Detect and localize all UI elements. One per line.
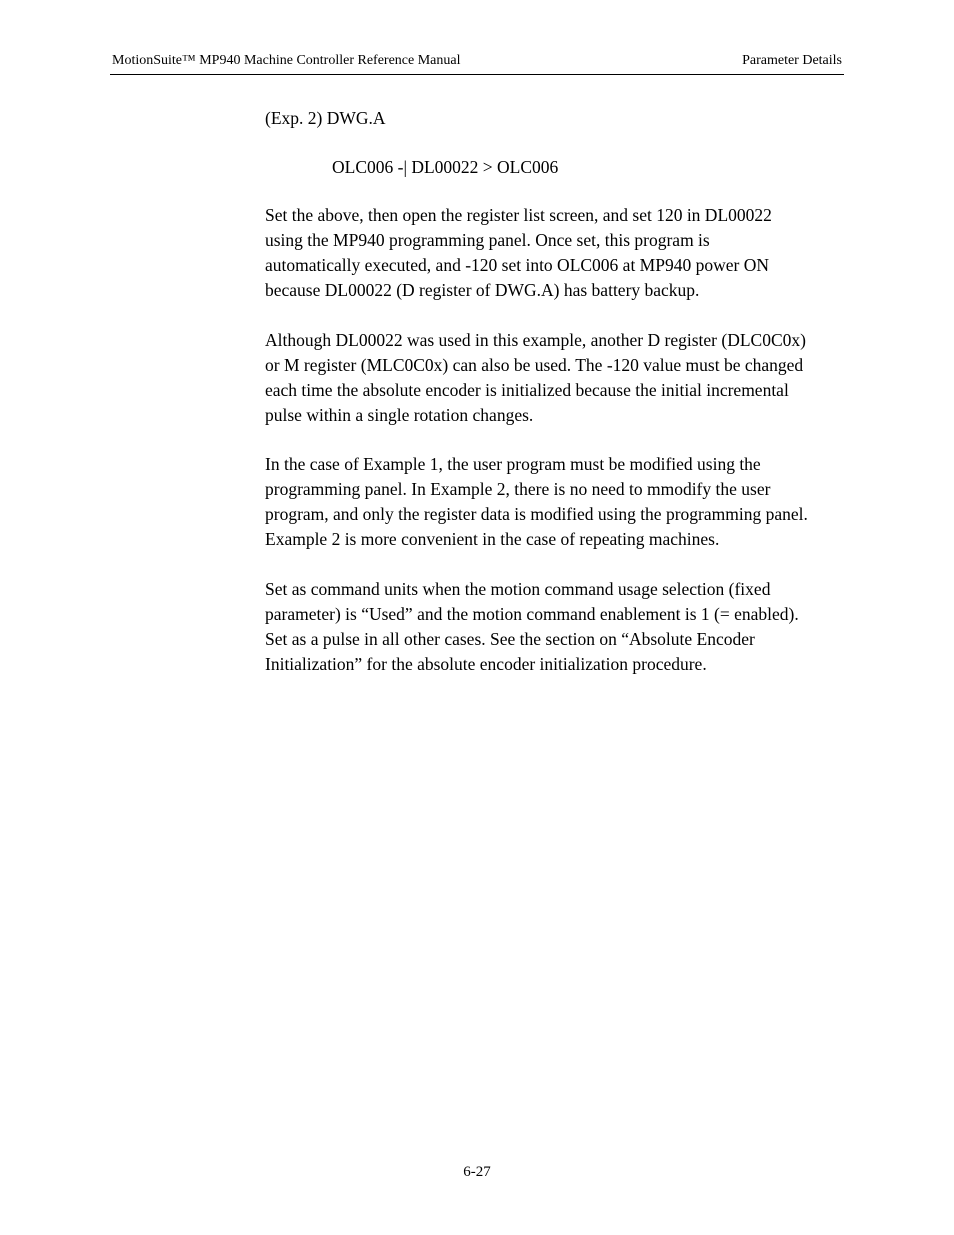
paragraph-line: programming panel. In Example 2, there is no need to mmodify the user [265,479,771,499]
paragraph-line: In the case of Example 1, the user program must be modified using the [265,454,761,474]
paragraph-line: Set the above, then open the register list screen, and set 120 in DL00022 [265,205,772,225]
paragraph-line: each time the absolute encoder is initialized because the initial incremental [265,380,789,400]
paragraph-line: because DL00022 (D register of DWG.A) has battery backup. [265,280,700,300]
paragraph-line: or M register (MLC0C0x) can also be used. The -120 value must be changed [265,355,804,375]
paragraph-line: Although DL00022 was used in this example, another D register (DLC0C0x) [265,330,806,350]
paragraph-alternate-registers [265,328,850,428]
section-title: Parameter Details [742,53,842,68]
page-header [110,50,844,75]
paragraph-line: Set as a pulse in all other cases. See the section on “Absolute Encoder [265,629,755,649]
paragraph-line: parameter) is “Used” and the motion command enablement is 1 (= enabled). [265,604,799,624]
manual-title: MotionSuite™ MP940 Machine Controller Reference Manual [112,53,461,68]
paragraph-line: pulse within a single rotation changes. [265,405,534,425]
paragraph-line: using the MP940 programming panel. Once set, this program is [265,230,710,250]
paragraph-register-setup [265,203,850,303]
paragraph-line: Example 2 is more convenient in the case of repeating machines. [265,529,720,549]
paragraph-example-comparison [265,452,850,552]
page-number: 6-27 [463,1164,491,1180]
paragraph-line: Set as command units when the motion command usage selection (fixed [265,579,771,599]
ladder-code-line: OLC006 -| DL00022 > OLC006 [332,157,559,177]
paragraph-line: Initialization” for the absolute encoder initialization procedure. [265,654,707,674]
paragraph-line: automatically executed, and -120 set into OLC006 at MP940 power ON [265,255,769,275]
paragraph-line: program, and only the register data is modified using the programming panel. [265,504,808,524]
example-heading: (Exp. 2) DWG.A [265,108,386,128]
paragraph-command-units [265,577,850,677]
